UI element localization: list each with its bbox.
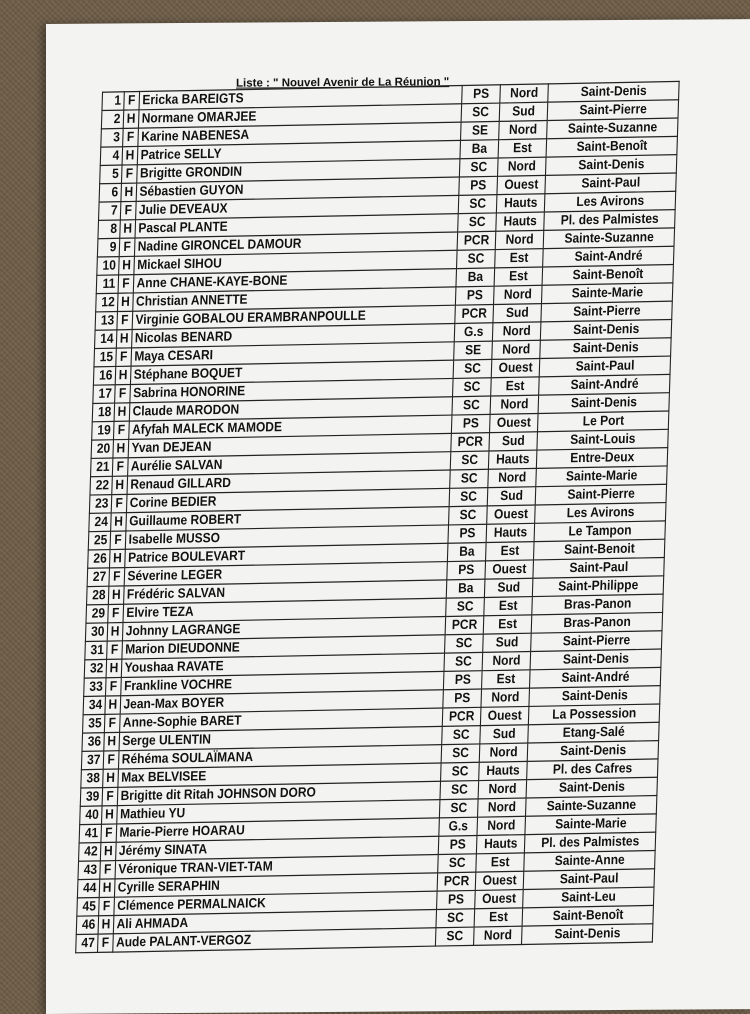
candidate-party: SE	[454, 341, 492, 360]
candidate-number: 5	[100, 165, 122, 184]
candidate-party: PS	[447, 561, 485, 580]
candidate-party: G.s	[439, 817, 477, 836]
candidate-party: PS	[452, 414, 490, 433]
candidate-party: SC	[460, 158, 498, 177]
candidate-city: Saint-Louis	[537, 429, 668, 450]
candidate-party: PS	[437, 890, 475, 909]
candidate-zone: Est	[490, 377, 539, 396]
candidate-city: Pl. des Palmistes	[544, 210, 675, 231]
candidate-gender: H	[113, 439, 129, 458]
candidate-city: Saint-Paul	[540, 356, 671, 377]
candidate-name: Serge ULENTIN	[119, 726, 442, 750]
candidate-city: Saint-Denis	[528, 741, 659, 762]
candidate-party: SC	[444, 652, 482, 671]
candidate-number: 21	[91, 458, 113, 477]
candidate-zone: Est	[481, 670, 530, 689]
candidate-name: Anne-Sophie BARET	[120, 708, 443, 732]
candidate-zone: Nord	[493, 285, 542, 304]
candidate-zone: Hauts	[476, 835, 525, 854]
candidate-zone: Nord	[492, 340, 541, 359]
candidate-gender: F	[105, 677, 121, 696]
candidate-name: Marie-Pierre HOARAU	[116, 818, 439, 842]
candidate-gender: F	[101, 824, 117, 843]
candidate-number: 1	[102, 92, 124, 111]
candidate-number: 9	[97, 238, 119, 257]
candidate-number: 24	[89, 513, 111, 532]
candidate-number: 15	[94, 348, 116, 367]
candidate-name: Jean-Max BOYER	[120, 690, 443, 714]
candidate-name: Patrice SELLY	[138, 140, 461, 164]
candidate-name: Nadine GIRONCEL DAMOUR	[135, 232, 458, 256]
candidate-party: PCR	[451, 433, 489, 452]
candidate-gender: F	[99, 861, 115, 880]
candidate-zone: Est	[494, 267, 543, 286]
candidate-gender: F	[104, 714, 120, 733]
candidate-number: 40	[80, 806, 102, 825]
candidate-party: SC	[440, 781, 478, 800]
candidate-city: Saint-André	[543, 246, 674, 267]
candidate-name: Véronique TRAN-VIET-TAM	[115, 855, 438, 879]
candidate-gender: H	[103, 732, 119, 751]
candidate-name: Normane OMARJEE	[139, 104, 462, 128]
candidate-zone: Sud	[480, 725, 529, 744]
candidate-party: SC	[459, 195, 497, 214]
candidate-gender: F	[123, 92, 139, 111]
candidate-number: 3	[101, 128, 123, 147]
candidate-number: 19	[92, 421, 114, 440]
candidate-city: Saint-Denis	[527, 777, 658, 798]
candidate-name: Frédéric SALVAN	[124, 580, 447, 604]
candidate-city: Sainte-Marie	[525, 814, 656, 835]
candidate-zone: Hauts	[486, 523, 535, 542]
candidate-number: 39	[80, 788, 102, 807]
candidate-zone: Est	[485, 542, 534, 561]
candidate-zone: Ouest	[485, 560, 534, 579]
candidate-party: SC	[445, 634, 483, 653]
candidate-name: Renaud GILLARD	[127, 470, 450, 494]
candidate-number: 45	[77, 897, 99, 916]
candidate-zone: Ouest	[489, 413, 538, 432]
candidate-name: Johnny LAGRANGE	[123, 616, 446, 640]
candidate-party: SC	[438, 854, 476, 873]
candidate-city: Saint-André	[539, 374, 670, 395]
candidate-name: Elvire TEZA	[123, 598, 446, 622]
candidate-gender: F	[118, 275, 134, 294]
candidate-name: Clémence PERMALNAICK	[114, 891, 437, 915]
candidate-city: Saint-Philippe	[533, 576, 664, 597]
list-title: Liste : " Nouvel Avenir de La Réunion "	[236, 76, 450, 90]
candidate-gender: F	[106, 641, 122, 660]
candidate-party: PCR	[443, 707, 481, 726]
candidate-city: Saint-Pierre	[536, 484, 667, 505]
candidate-number: 2	[101, 110, 123, 129]
candidate-gender: H	[105, 696, 121, 715]
candidate-city: Sainte-Suzanne	[544, 228, 675, 249]
candidate-party: PCR	[455, 305, 493, 324]
candidate-city: Saint-Denis	[539, 393, 670, 414]
candidate-gender: H	[106, 659, 122, 678]
candidate-city: La Possession	[529, 704, 660, 725]
candidate-number: 20	[91, 440, 113, 459]
candidate-gender: F	[119, 238, 135, 257]
candidate-number: 33	[84, 678, 106, 697]
candidate-number: 8	[98, 220, 120, 239]
candidate-gender: F	[114, 384, 130, 403]
candidate-name: Isabelle MUSSO	[126, 525, 449, 549]
candidate-number: 34	[83, 696, 105, 715]
candidate-number: 44	[77, 879, 99, 898]
candidate-gender: H	[117, 293, 133, 312]
candidate-name: Stéphane BOQUET	[131, 360, 454, 384]
candidate-number: 28	[87, 586, 109, 605]
candidate-city: Saint-Benoît	[523, 905, 654, 926]
candidate-zone: Nord	[492, 322, 541, 341]
candidate-city: Sainte-Marie	[542, 283, 673, 304]
candidate-gender: F	[122, 128, 138, 147]
candidate-party: PCR	[458, 231, 496, 250]
candidate-party: PS	[456, 286, 494, 305]
candidate-number: 16	[93, 366, 115, 385]
candidate-name: Anne CHANE-KAYE-BONE	[134, 269, 457, 293]
candidate-party: Ba	[460, 140, 498, 159]
candidate-gender: H	[121, 183, 137, 202]
candidate-city: Saint-Denis	[541, 319, 672, 340]
candidate-name: Jérémy SINATA	[116, 836, 439, 860]
candidate-party: Ba	[448, 543, 486, 562]
candidate-gender: H	[116, 330, 132, 349]
candidate-number: 43	[78, 861, 100, 880]
candidate-zone: Sud	[487, 487, 536, 506]
candidate-city: Saint-Paul	[533, 558, 664, 579]
candidate-party: G.s	[455, 323, 493, 342]
candidate-number: 7	[99, 202, 121, 221]
candidate-city: Entre-Deux	[537, 448, 668, 469]
candidate-party: SC	[450, 488, 488, 507]
candidate-name: Yvan DEJEAN	[128, 433, 451, 457]
candidate-zone: Nord	[482, 651, 531, 670]
candidate-number: 36	[82, 733, 104, 752]
candidate-city: Saint-Paul	[524, 869, 655, 890]
candidate-zone: Nord	[478, 780, 527, 799]
candidate-name: Christian ANNETTE	[133, 287, 456, 311]
candidate-zone: Ouest	[486, 505, 535, 524]
candidate-gender: F	[97, 934, 113, 953]
candidate-name: Sébastien GUYON	[136, 177, 459, 201]
candidate-zone: Nord	[473, 926, 522, 945]
candidate-gender: H	[101, 806, 117, 825]
candidate-number: 47	[76, 934, 98, 953]
candidate-city: Saint-André	[530, 667, 661, 688]
candidate-name: Séverine LEGER	[124, 562, 447, 586]
candidate-party: SC	[449, 506, 487, 525]
candidate-city: Saint-Denis	[531, 649, 662, 670]
candidate-name: Virginie GOBALOU ERAMBRANPOULLE	[132, 305, 455, 329]
candidate-city: Les Avirons	[545, 191, 676, 212]
candidate-zone: Nord	[495, 230, 544, 249]
candidate-name: Réhéma SOULAÏMANA	[119, 745, 442, 769]
candidate-name: Mickael SIHOU	[134, 250, 457, 274]
candidate-number: 4	[100, 147, 122, 166]
candidate-zone: Hauts	[488, 450, 537, 469]
candidate-gender: F	[111, 494, 127, 513]
candidate-name: Nicolas BENARD	[132, 324, 455, 348]
candidate-name: Youshaa RAVATE	[122, 653, 445, 677]
candidate-number: 37	[81, 751, 103, 770]
candidate-gender: H	[114, 403, 130, 422]
candidate-table	[75, 81, 680, 954]
candidate-zone: Hauts	[478, 761, 527, 780]
candidate-name: Aurélie SALVAN	[128, 452, 451, 476]
candidate-zone: Ouest	[491, 359, 540, 378]
candidate-name: Karine NABENESA	[138, 122, 461, 146]
candidate-rows	[76, 81, 679, 952]
candidate-party: SC	[436, 909, 474, 928]
candidate-number: 29	[86, 605, 108, 624]
candidate-gender: H	[110, 513, 126, 532]
candidate-gender: H	[123, 110, 139, 129]
candidate-zone: Hauts	[496, 212, 545, 231]
candidate-gender: H	[115, 366, 131, 385]
candidate-name: Ericka BAREIGTS	[139, 85, 462, 109]
candidate-number: 42	[79, 843, 101, 862]
candidate-city: Saint-Leu	[523, 887, 654, 908]
candidate-zone: Hauts	[496, 194, 545, 213]
candidate-zone: Sud	[493, 304, 542, 323]
candidate-gender: F	[110, 531, 126, 550]
candidate-party: SC	[453, 378, 491, 397]
candidate-party: SC	[436, 927, 474, 946]
candidate-number: 13	[95, 312, 117, 331]
candidate-name: Maya CESARI	[131, 342, 454, 366]
candidate-party: Ba	[447, 579, 485, 598]
candidate-gender: F	[112, 458, 128, 477]
candidate-zone: Nord	[498, 120, 547, 139]
candidate-party: PCR	[446, 616, 484, 635]
candidate-name: Patrice BOULEVART	[125, 543, 448, 567]
candidate-gender: H	[122, 146, 138, 165]
candidate-number: 12	[96, 293, 118, 312]
candidate-gender: H	[107, 623, 123, 642]
candidate-zone: Nord	[481, 688, 530, 707]
candidate-party: PS	[462, 85, 500, 104]
candidate-number: 32	[84, 659, 106, 678]
candidate-zone: Nord	[488, 468, 537, 487]
candidate-gender: F	[120, 201, 136, 220]
candidate-city: Saint-Denis	[548, 81, 679, 102]
candidate-city: Saint-Denis	[522, 924, 653, 945]
candidate-city: Saint-Denis	[540, 338, 671, 359]
candidate-zone: Sud	[489, 432, 538, 451]
candidate-number: 30	[85, 623, 107, 642]
candidate-name: Claude MARODON	[130, 397, 453, 421]
candidate-name: Afyfah MALECK MAMODE	[129, 415, 452, 439]
candidate-zone: Sud	[499, 102, 548, 121]
candidate-number: 25	[88, 531, 110, 550]
candidate-party: PS	[443, 689, 481, 708]
candidate-party: SC	[462, 103, 500, 122]
candidate-zone: Est	[474, 908, 523, 927]
candidate-name: Sabrina HONORINE	[130, 378, 453, 402]
candidate-number: 14	[95, 330, 117, 349]
paper-sheet	[46, 19, 750, 1014]
candidate-name: Aude PALANT-VERGOZ	[113, 928, 436, 952]
candidate-city: Saint-Benoît	[543, 265, 674, 286]
candidate-zone: Ouest	[497, 175, 546, 194]
candidate-city: Sainte-Marie	[536, 466, 667, 487]
candidate-party: SC	[454, 359, 492, 378]
candidate-city: Sainte-Anne	[524, 850, 655, 871]
candidate-number: 10	[97, 257, 119, 276]
candidate-city: Saint-Benoît	[547, 136, 678, 157]
candidate-gender: H	[119, 220, 135, 239]
candidate-party: SC	[442, 744, 480, 763]
candidate-city: Sainte-Suzanne	[526, 796, 657, 817]
candidate-party: SC	[440, 799, 478, 818]
candidate-number: 11	[96, 275, 118, 294]
candidate-party: PS	[444, 671, 482, 690]
candidate-gender: H	[111, 476, 127, 495]
candidate-zone: Est	[484, 597, 533, 616]
candidate-name: Guillaume ROBERT	[126, 507, 449, 531]
candidate-zone: Nord	[500, 84, 549, 103]
candidate-party: PS	[459, 176, 497, 195]
candidate-gender: F	[103, 751, 119, 770]
candidate-gender: F	[98, 897, 114, 916]
candidate-party: SC	[451, 451, 489, 470]
candidate-zone: Nord	[477, 798, 526, 817]
candidate-zone: Nord	[479, 743, 528, 762]
candidate-party: SE	[461, 121, 499, 140]
candidate-number: 23	[89, 495, 111, 514]
candidate-number: 22	[90, 476, 112, 495]
candidate-zone: Nord	[497, 157, 546, 176]
candidate-gender: H	[108, 586, 124, 605]
candidate-city: Le Tampon	[535, 521, 666, 542]
candidate-gender: H	[99, 879, 115, 898]
candidate-party: SC	[450, 469, 488, 488]
candidate-party: SC	[441, 762, 479, 781]
candidate-gender: F	[117, 311, 133, 330]
candidate-zone: Sud	[484, 578, 533, 597]
candidate-zone: Ouest	[475, 871, 524, 890]
candidate-name: Marion DIEUDONNE	[122, 635, 445, 659]
candidate-number: 18	[92, 403, 114, 422]
candidate-city: Saint-Denis	[546, 155, 677, 176]
candidate-gender: F	[102, 787, 118, 806]
candidate-number: 46	[76, 916, 98, 935]
candidate-party: PS	[439, 836, 477, 855]
candidate-name: Corine BEDIER	[127, 488, 450, 512]
candidate-city: Saint-Benoit	[534, 539, 665, 560]
candidate-city: Saint-Denis	[529, 686, 660, 707]
candidate-party: PS	[448, 524, 486, 543]
candidate-city: Pl. des Cafres	[527, 759, 658, 780]
candidate-number: 31	[85, 641, 107, 660]
candidate-party: SC	[458, 213, 496, 232]
candidate-city: Bras-Panon	[532, 594, 663, 615]
candidate-zone: Est	[494, 249, 543, 268]
candidate-city: Etang-Salé	[528, 722, 659, 743]
candidate-zone: Ouest	[474, 890, 523, 909]
candidate-gender: H	[98, 915, 114, 934]
candidate-party: Ba	[456, 268, 494, 287]
candidate-gender: H	[118, 256, 134, 275]
candidate-city: Saint-Pierre	[531, 631, 662, 652]
candidate-number: 35	[83, 714, 105, 733]
candidate-number: 27	[87, 568, 109, 587]
candidate-zone: Est	[476, 853, 525, 872]
candidate-city: Le Port	[538, 411, 669, 432]
candidate-name: Pascal PLANTE	[135, 214, 458, 238]
candidate-zone: Est	[498, 139, 547, 158]
candidate-name: Mathieu YU	[117, 800, 440, 824]
candidate-city: Pl. des Palmistes	[525, 832, 656, 853]
candidate-number: 17	[93, 385, 115, 404]
candidate-name: Julie DEVEAUX	[136, 195, 459, 219]
candidate-gender: F	[121, 165, 137, 184]
candidate-number: 26	[88, 550, 110, 569]
candidate-city: Saint-Paul	[545, 173, 676, 194]
candidate-gender: F	[113, 421, 129, 440]
candidate-gender: H	[109, 549, 125, 568]
candidate-party: SC	[446, 597, 484, 616]
candidate-name: Cyrille SERAPHIN	[115, 873, 438, 897]
candidate-name: Frankline VOCHRE	[121, 671, 444, 695]
candidate-zone: Nord	[490, 395, 539, 414]
candidate-number: 41	[79, 824, 101, 843]
candidate-gender: H	[102, 769, 118, 788]
candidate-city: Sainte-Suzanne	[547, 118, 678, 139]
candidate-gender: F	[107, 604, 123, 623]
candidate-city: Saint-Pierre	[541, 301, 672, 322]
candidate-city: Saint-Pierre	[548, 100, 679, 121]
candidate-gender: F	[109, 568, 125, 587]
candidate-name: Brigitte dit Ritah JOHNSON DORO	[118, 781, 441, 805]
candidate-number: 38	[81, 769, 103, 788]
candidate-name: Max BELVISEE	[118, 763, 441, 787]
candidate-zone: Est	[483, 615, 532, 634]
candidate-party: SC	[442, 726, 480, 745]
candidate-name: Brigitte GRONDIN	[137, 159, 460, 183]
candidate-gender: F	[115, 348, 131, 367]
candidate-party: SC	[457, 250, 495, 269]
candidate-party: PCR	[438, 872, 476, 891]
candidate-zone: Nord	[477, 816, 526, 835]
candidate-city: Les Avirons	[535, 503, 666, 524]
candidate-zone: Ouest	[480, 706, 529, 725]
candidate-party: SC	[452, 396, 490, 415]
candidate-number: 6	[99, 183, 121, 202]
candidate-name: Ali AHMADA	[114, 909, 437, 933]
candidate-city: Bras-Panon	[532, 612, 663, 633]
candidate-zone: Sud	[482, 633, 531, 652]
candidate-gender: H	[100, 842, 116, 861]
